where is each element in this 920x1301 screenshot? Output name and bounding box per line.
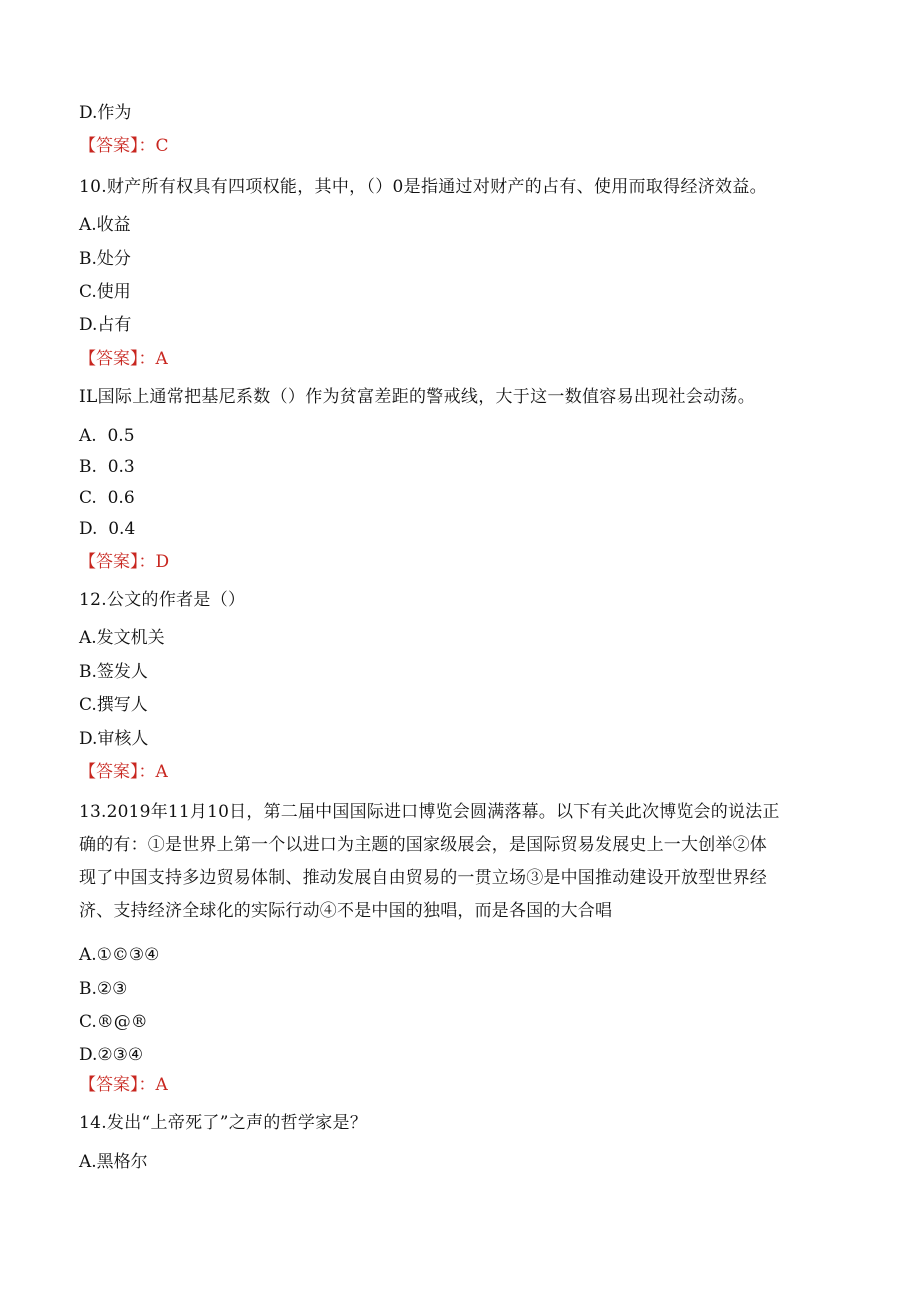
option-a-q10: A.收益 — [79, 215, 131, 235]
question-13-line-3: 现了中国支持多边贸易体制、推动发展自由贸易的一贯立场③是中国推动建设开放型世界经 — [79, 868, 767, 888]
option-c-q11: C. 0.6 — [79, 488, 135, 508]
option-c-q12: C.撰写人 — [79, 695, 148, 715]
question-13-line-4: 济、支持经济全球化的实际行动④不是中国的独唱，而是各国的大合唱 — [79, 901, 613, 921]
question-11: IL国际上通常把基尼系数（）作为贫富差距的警戒线，大于这一数值容易出现社会动荡。 — [79, 387, 756, 407]
option-a-q11: A. 0.5 — [79, 426, 135, 446]
question-12: 12.公文的作者是（） — [79, 590, 246, 610]
answer-q11: 【答案】：D — [79, 552, 170, 572]
question-10: 10.财产所有权具有四项权能，其中，（）0是指通过对财产的占有、使用而取得经济效益。 — [79, 177, 767, 197]
option-a-q14: A.黑格尔 — [79, 1152, 148, 1172]
question-13-line-2: 确的有：①是世界上第一个以进口为主题的国家级展会，是国际贸易发展史上一大创举②体 — [79, 835, 767, 855]
option-c-q10: C.使用 — [79, 282, 131, 302]
option-d-q12: D.审核人 — [79, 729, 149, 749]
option-b-q12: B.签发人 — [79, 662, 148, 682]
question-13-line-1: 13.2019年11月10日，第二届中国国际进口博览会圆满落幕。以下有关此次博览会的说法正 — [79, 802, 780, 822]
answer-q12: 【答案】：A — [79, 762, 168, 782]
question-13 — [79, 796, 844, 928]
question-14: 14.发出“上帝死了”之声的哲学家是？ — [79, 1113, 368, 1133]
option-b-q13: B.②③ — [79, 979, 128, 999]
option-a-q13: A.①©③④ — [79, 945, 160, 965]
answer-q10: 【答案】：A — [79, 349, 168, 369]
option-a-q12: A.发文机关 — [79, 628, 165, 648]
option-b-q10: B.处分 — [79, 249, 131, 269]
option-c-q13: C.®@® — [79, 1012, 148, 1032]
option-b-q11: B. 0.3 — [79, 457, 135, 477]
line-option-d-q9: D.作为 — [79, 103, 132, 123]
answer-q13: 【答案】：A — [79, 1075, 168, 1095]
answer-q9: 【答案】：C — [79, 136, 169, 156]
option-d-q13: D.②③④ — [79, 1045, 144, 1065]
option-d-q10: D.占有 — [79, 315, 132, 335]
option-d-q11: D. 0.4 — [79, 519, 136, 539]
